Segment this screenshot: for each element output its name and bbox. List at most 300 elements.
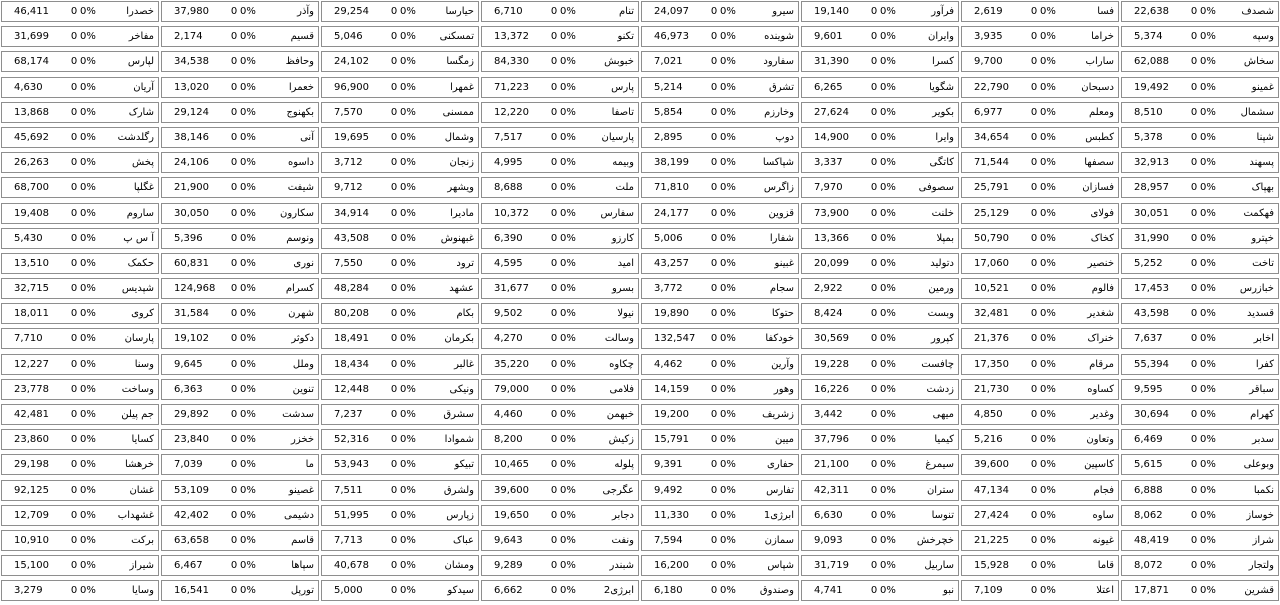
stock-cell[interactable] — [961, 1, 1119, 22]
stock-cell[interactable] — [961, 51, 1119, 72]
stock-cell[interactable] — [321, 328, 479, 349]
stock-symbol: تبیکو — [454, 459, 474, 471]
stock-cell[interactable] — [321, 278, 479, 299]
stock-cell[interactable] — [1121, 278, 1279, 299]
stock-cell[interactable] — [641, 278, 799, 299]
stock-cell[interactable] — [1, 152, 159, 173]
stock-symbol: زاگرس — [763, 182, 794, 194]
stock-cell[interactable] — [321, 404, 479, 425]
change-percent: 0% — [880, 409, 896, 420]
stock-cell[interactable] — [321, 102, 479, 123]
stock-cell[interactable] — [481, 152, 639, 173]
stock-cell[interactable] — [161, 354, 319, 375]
stock-cell[interactable] — [481, 480, 639, 501]
stock-cell[interactable] — [1, 555, 159, 576]
stock-cell[interactable] — [1121, 77, 1279, 98]
stock-cell[interactable] — [1, 1, 159, 22]
stock-cell[interactable] — [161, 580, 319, 601]
change-percent: 0% — [80, 56, 96, 68]
stock-cell[interactable] — [1121, 429, 1279, 450]
stock-value: 96,900 — [334, 81, 369, 93]
stock-cell[interactable] — [481, 429, 639, 450]
stock-cell[interactable] — [961, 228, 1119, 249]
stock-value: 25,129 — [974, 207, 1009, 219]
stock-cell[interactable] — [481, 580, 639, 601]
stock-cell[interactable] — [801, 278, 959, 299]
stock-symbol: وساخت — [121, 383, 154, 395]
stock-symbol: خخزر — [291, 434, 314, 446]
stock-cell[interactable] — [161, 152, 319, 173]
stock-cell[interactable] — [641, 303, 799, 324]
stock-cell[interactable] — [481, 203, 639, 224]
stock-value: 6,710 — [494, 6, 523, 17]
stock-cell[interactable] — [481, 253, 639, 274]
stock-symbol: شیراز — [129, 560, 154, 572]
stock-cell[interactable] — [801, 328, 959, 349]
change-percent: 0% — [400, 31, 416, 43]
stock-cell[interactable] — [1121, 228, 1279, 249]
stock-cell[interactable] — [641, 228, 799, 249]
stock-symbol: شهرن — [288, 308, 314, 320]
stock-cell[interactable] — [321, 152, 479, 173]
stock-cell[interactable] — [1, 404, 159, 425]
change-percent: 0% — [80, 182, 96, 194]
stock-cell[interactable] — [801, 303, 959, 324]
stock-value: 23,778 — [14, 383, 49, 395]
stock-cell[interactable] — [1, 51, 159, 72]
stock-cell[interactable] — [1121, 203, 1279, 224]
stock-cell[interactable] — [161, 429, 319, 450]
stock-cell[interactable] — [961, 379, 1119, 400]
stock-symbol: تکنو — [617, 31, 634, 43]
stock-cell[interactable] — [481, 404, 639, 425]
stock-value: 13,366 — [814, 232, 849, 244]
stock-cell[interactable] — [161, 77, 319, 98]
stock-cell[interactable] — [961, 328, 1119, 349]
change-count: 0 — [870, 31, 878, 43]
stock-value: 5,396 — [174, 232, 203, 244]
stock-cell[interactable] — [801, 152, 959, 173]
stock-cell[interactable] — [321, 177, 479, 198]
stock-cell[interactable] — [641, 429, 799, 450]
stock-cell[interactable] — [1121, 555, 1279, 576]
stock-cell[interactable] — [801, 228, 959, 249]
stock-cell[interactable] — [1121, 379, 1279, 400]
stock-cell[interactable] — [1121, 177, 1279, 198]
stock-cell[interactable] — [1121, 253, 1279, 274]
stock-cell[interactable] — [1121, 404, 1279, 425]
stock-symbol: شموادا — [444, 434, 474, 446]
stock-value: 25,791 — [974, 182, 1009, 194]
stock-cell[interactable] — [641, 77, 799, 98]
stock-cell[interactable] — [321, 530, 479, 551]
change-percent: 0% — [560, 585, 576, 597]
stock-cell[interactable] — [161, 253, 319, 274]
stock-value: 8,688 — [494, 182, 523, 194]
stock-cell[interactable] — [321, 303, 479, 324]
stock-cell[interactable] — [481, 555, 639, 576]
stock-cell[interactable] — [481, 354, 639, 375]
stock-cell[interactable] — [641, 152, 799, 173]
change-percent: 0% — [80, 509, 96, 521]
stock-cell[interactable] — [801, 505, 959, 526]
stock-cell[interactable] — [481, 379, 639, 400]
change-percent: 0% — [1200, 509, 1216, 521]
stock-cell[interactable] — [321, 379, 479, 400]
change-count: 0 — [870, 509, 878, 521]
change-count: 0 — [70, 333, 78, 345]
stock-cell[interactable] — [321, 505, 479, 526]
stock-cell[interactable] — [161, 505, 319, 526]
stock-cell[interactable] — [1121, 580, 1279, 601]
stock-cell[interactable] — [1121, 51, 1279, 72]
stock-cell[interactable] — [321, 480, 479, 501]
stock-cell[interactable] — [961, 555, 1119, 576]
stock-cell[interactable] — [321, 77, 479, 98]
stock-symbol: وسپه — [1252, 31, 1274, 43]
stock-cell[interactable] — [321, 555, 479, 576]
stock-cell[interactable] — [641, 404, 799, 425]
stock-cell[interactable] — [481, 303, 639, 324]
stock-cell[interactable] — [161, 379, 319, 400]
stock-cell[interactable] — [961, 480, 1119, 501]
stock-value: 5,000 — [334, 585, 363, 597]
stock-cell[interactable] — [1, 253, 159, 274]
stock-value: 6,662 — [494, 585, 523, 597]
change-count: 0 — [70, 232, 78, 244]
change-count: 0 — [1190, 106, 1198, 118]
stock-cell[interactable] — [1121, 454, 1279, 475]
stock-cell[interactable] — [801, 51, 959, 72]
stock-value: 30,051 — [1134, 207, 1169, 219]
stock-symbol: کارزو — [611, 232, 634, 244]
change-percent: 0% — [1040, 131, 1056, 143]
change-percent: 0% — [560, 534, 576, 546]
stock-cell[interactable] — [161, 303, 319, 324]
stock-cell[interactable] — [801, 530, 959, 551]
change-percent: 0% — [400, 131, 416, 143]
stock-cell[interactable] — [161, 480, 319, 501]
stock-cell[interactable] — [481, 102, 639, 123]
stock-cell[interactable] — [161, 127, 319, 148]
stock-cell[interactable] — [961, 580, 1119, 601]
stock-cell[interactable] — [1121, 26, 1279, 47]
stock-cell[interactable] — [1121, 328, 1279, 349]
stock-cell[interactable] — [161, 530, 319, 551]
stock-cell[interactable] — [481, 77, 639, 98]
stock-value: 8,062 — [1134, 509, 1163, 521]
stock-cell[interactable] — [321, 580, 479, 601]
stock-cell[interactable] — [1, 127, 159, 148]
change-count: 0 — [390, 459, 398, 471]
stock-symbol: فرآور — [931, 6, 954, 17]
change-percent: 0% — [720, 333, 736, 345]
stock-cell[interactable] — [1121, 505, 1279, 526]
stock-cell[interactable] — [1121, 152, 1279, 173]
stock-cell[interactable] — [801, 177, 959, 198]
stock-cell[interactable] — [1, 77, 159, 98]
change-count: 0 — [550, 308, 558, 320]
stock-cell[interactable] — [641, 1, 799, 22]
stock-cell[interactable] — [161, 278, 319, 299]
stock-cell[interactable] — [801, 480, 959, 501]
change-count: 0 — [710, 31, 718, 43]
stock-cell[interactable] — [161, 1, 319, 22]
stock-cell[interactable] — [1, 228, 159, 249]
change-count: 0 — [390, 283, 398, 295]
change-percent: 0% — [560, 409, 576, 420]
stock-symbol: ساربیل — [924, 560, 954, 572]
stock-cell[interactable] — [641, 253, 799, 274]
stock-cell[interactable] — [321, 203, 479, 224]
stock-cell[interactable] — [161, 454, 319, 475]
stock-symbol: خراما — [1091, 31, 1114, 43]
stock-cell[interactable] — [641, 505, 799, 526]
stock-cell[interactable] — [1, 26, 159, 47]
stock-cell[interactable] — [961, 253, 1119, 274]
stock-symbol: کسرا — [932, 56, 954, 68]
stock-cell[interactable] — [321, 127, 479, 148]
stock-symbol: وتعاون — [1086, 434, 1114, 446]
stock-value: 21,730 — [974, 383, 1009, 395]
stock-cell[interactable] — [1121, 1, 1279, 22]
stock-cell[interactable] — [481, 228, 639, 249]
stock-cell[interactable] — [161, 51, 319, 72]
stock-cell[interactable] — [801, 77, 959, 98]
stock-symbol: غبهنوش — [440, 232, 474, 244]
stock-value: 4,460 — [494, 409, 523, 420]
stock-cell[interactable] — [801, 454, 959, 475]
stock-cell[interactable] — [961, 303, 1119, 324]
stock-cell[interactable] — [321, 1, 479, 22]
stock-value: 5,430 — [14, 232, 43, 244]
stock-cell[interactable] — [321, 454, 479, 475]
stock-cell[interactable] — [321, 228, 479, 249]
change-count: 0 — [390, 383, 398, 395]
stock-cell[interactable] — [321, 26, 479, 47]
stock-symbol: زشریف — [762, 409, 794, 420]
stock-cell[interactable] — [961, 530, 1119, 551]
stock-cell[interactable] — [801, 404, 959, 425]
change-count: 0 — [550, 106, 558, 118]
stock-cell[interactable] — [321, 253, 479, 274]
stock-cell[interactable] — [801, 379, 959, 400]
stock-cell[interactable] — [641, 26, 799, 47]
change-percent: 0% — [1200, 81, 1216, 93]
change-count: 0 — [710, 157, 718, 169]
stock-cell[interactable] — [641, 127, 799, 148]
stock-cell[interactable] — [1, 102, 159, 123]
stock-cell[interactable] — [481, 26, 639, 47]
stock-value: 5,252 — [1134, 257, 1163, 269]
stock-cell[interactable] — [801, 127, 959, 148]
stock-cell[interactable] — [481, 454, 639, 475]
stock-cell[interactable] — [801, 429, 959, 450]
change-percent: 0% — [720, 560, 736, 572]
stock-symbol: ما — [305, 459, 314, 471]
stock-cell[interactable] — [1, 177, 159, 198]
stock-cell[interactable] — [1121, 354, 1279, 375]
change-percent: 0% — [400, 484, 416, 496]
stock-cell[interactable] — [961, 505, 1119, 526]
stock-cell[interactable] — [481, 328, 639, 349]
stock-cell[interactable] — [161, 26, 319, 47]
stock-cell[interactable] — [801, 354, 959, 375]
change-count: 0 — [1030, 509, 1038, 521]
stock-cell[interactable] — [961, 26, 1119, 47]
change-percent: 0% — [720, 81, 736, 93]
stock-cell[interactable] — [801, 253, 959, 274]
stock-cell[interactable] — [161, 328, 319, 349]
stock-symbol: حتوکا — [771, 308, 794, 320]
stock-value: 35,220 — [494, 358, 529, 370]
change-count: 0 — [390, 484, 398, 496]
stock-cell[interactable] — [1, 454, 159, 475]
stock-cell[interactable] — [801, 1, 959, 22]
stock-cell[interactable] — [1, 354, 159, 375]
stock-cell[interactable] — [1, 203, 159, 224]
stock-cell[interactable] — [641, 580, 799, 601]
stock-symbol: شپدیس — [121, 283, 154, 295]
stock-cell[interactable] — [1, 505, 159, 526]
stock-cell[interactable] — [481, 51, 639, 72]
stock-cell[interactable] — [1121, 127, 1279, 148]
change-count: 0 — [550, 207, 558, 219]
change-count: 0 — [70, 157, 78, 169]
change-percent: 0% — [560, 333, 576, 345]
stock-cell[interactable] — [961, 454, 1119, 475]
change-count: 0 — [1030, 283, 1038, 295]
stock-cell[interactable] — [1, 278, 159, 299]
stock-cell[interactable] — [1, 328, 159, 349]
change-percent: 0% — [400, 232, 416, 244]
stock-symbol: پارسان — [124, 333, 154, 345]
stock-cell[interactable] — [801, 102, 959, 123]
stock-cell[interactable] — [961, 429, 1119, 450]
stock-cell[interactable] — [641, 328, 799, 349]
stock-cell[interactable] — [641, 379, 799, 400]
stock-cell[interactable] — [801, 580, 959, 601]
stock-cell[interactable] — [481, 505, 639, 526]
stock-cell[interactable] — [801, 203, 959, 224]
stock-cell[interactable] — [961, 354, 1119, 375]
stock-cell[interactable] — [801, 555, 959, 576]
change-count: 0 — [1030, 257, 1038, 269]
stock-cell[interactable] — [961, 102, 1119, 123]
stock-cell[interactable] — [161, 177, 319, 198]
stock-cell[interactable] — [641, 555, 799, 576]
stock-cell[interactable] — [481, 278, 639, 299]
stock-cell[interactable] — [161, 228, 319, 249]
stock-symbol: شغدیر — [1087, 308, 1114, 320]
change-count: 0 — [1030, 333, 1038, 345]
stock-cell[interactable] — [1, 480, 159, 501]
stock-cell[interactable] — [1121, 303, 1279, 324]
change-percent: 0% — [240, 232, 256, 244]
stock-cell[interactable] — [961, 177, 1119, 198]
change-percent: 0% — [1040, 534, 1056, 546]
stock-value: 10,372 — [494, 207, 529, 219]
stock-value: 30,050 — [174, 207, 209, 219]
stock-cell[interactable] — [641, 51, 799, 72]
stock-cell[interactable] — [641, 203, 799, 224]
stock-symbol: فسازان — [1082, 182, 1114, 194]
stock-symbol: کروی — [131, 308, 154, 320]
change-percent: 0% — [560, 257, 576, 269]
change-count: 0 — [1190, 509, 1198, 521]
stock-value: 23,860 — [14, 434, 49, 446]
stock-cell[interactable] — [961, 127, 1119, 148]
change-percent: 0% — [1200, 308, 1216, 320]
stock-cell[interactable] — [961, 77, 1119, 98]
stock-cell[interactable] — [641, 354, 799, 375]
stock-symbol: پسهند — [1249, 157, 1274, 169]
stock-cell[interactable] — [161, 102, 319, 123]
stock-cell[interactable] — [961, 152, 1119, 173]
stock-cell[interactable] — [641, 530, 799, 551]
change-count: 0 — [710, 308, 718, 320]
change-percent: 0% — [80, 484, 96, 496]
stock-cell[interactable] — [1, 379, 159, 400]
stock-cell[interactable] — [481, 1, 639, 22]
change-count: 0 — [550, 81, 558, 93]
stock-cell[interactable] — [161, 404, 319, 425]
stock-cell[interactable] — [1, 580, 159, 601]
stock-cell[interactable] — [481, 127, 639, 148]
change-percent: 0% — [880, 232, 896, 244]
stock-cell[interactable] — [481, 177, 639, 198]
stock-cell[interactable] — [161, 203, 319, 224]
stock-symbol: شراز — [1252, 534, 1274, 546]
stock-cell[interactable] — [1121, 102, 1279, 123]
stock-cell[interactable] — [961, 404, 1119, 425]
change-count: 0 — [550, 434, 558, 446]
change-count: 0 — [390, 207, 398, 219]
stock-symbol: غمهرا — [450, 81, 474, 93]
stock-cell[interactable] — [1, 429, 159, 450]
stock-cell[interactable] — [1, 530, 159, 551]
stock-symbol: وشمال — [444, 131, 474, 143]
stock-cell[interactable] — [961, 278, 1119, 299]
change-percent: 0% — [400, 81, 416, 93]
stock-value: 10,521 — [974, 283, 1009, 295]
stock-cell[interactable] — [481, 530, 639, 551]
stock-cell[interactable] — [1, 303, 159, 324]
stock-value: 16,541 — [174, 585, 209, 597]
stock-cell[interactable] — [161, 555, 319, 576]
stock-cell[interactable] — [641, 102, 799, 123]
stock-cell[interactable] — [321, 354, 479, 375]
stock-cell[interactable] — [1121, 530, 1279, 551]
change-count: 0 — [870, 6, 878, 17]
change-count: 0 — [70, 56, 78, 68]
change-count: 0 — [70, 560, 78, 572]
stock-cell[interactable] — [641, 480, 799, 501]
stock-cell[interactable] — [1121, 480, 1279, 501]
change-count: 0 — [70, 534, 78, 546]
stock-symbol: فالوم — [1091, 283, 1114, 295]
stock-cell[interactable] — [321, 429, 479, 450]
stock-cell[interactable] — [321, 51, 479, 72]
change-count: 0 — [230, 232, 238, 244]
stock-value: 48,419 — [1134, 534, 1169, 546]
stock-cell[interactable] — [641, 454, 799, 475]
change-count: 0 — [870, 560, 878, 572]
stock-cell[interactable] — [641, 177, 799, 198]
change-percent: 0% — [1040, 358, 1056, 370]
stock-cell[interactable] — [961, 203, 1119, 224]
stock-cell[interactable] — [801, 26, 959, 47]
